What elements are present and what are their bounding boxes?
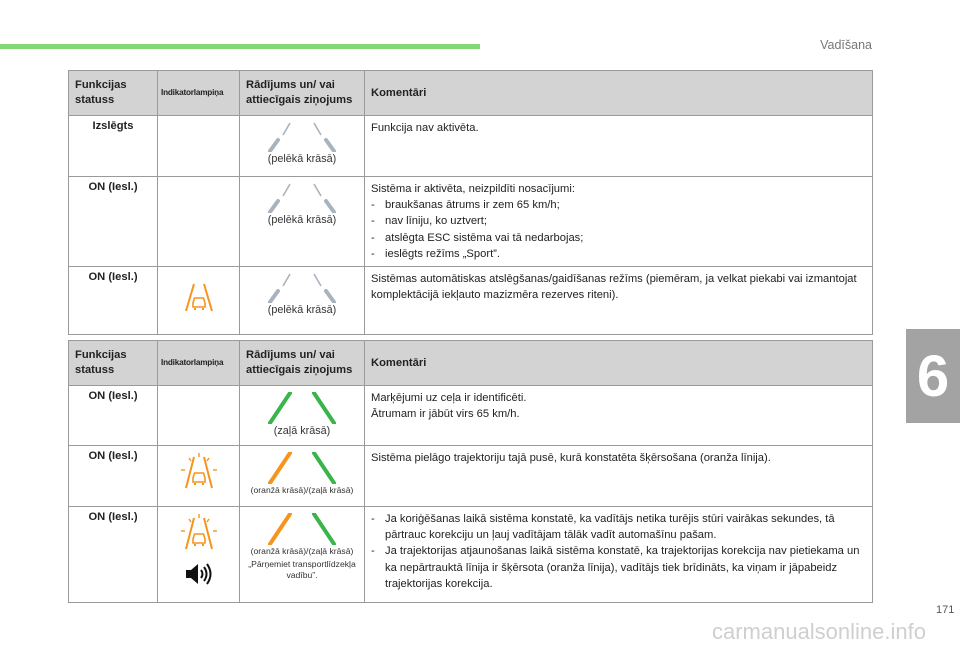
list-item: - Ja koriģēšanas laikā sistēma konstatē, ka vadītājs netika turējis stūri vairākas sekundes, tā pārtrauc korekciju un ļauj vadītājam tālāk vadīt automašīnu pašam. — [371, 513, 835, 542]
watermark: carmanualsonline.info — [711, 619, 926, 644]
display-caption: (pelēkā krāsā) — [267, 304, 337, 317]
chapter-tab: 6 — [906, 329, 960, 423]
header-status: Funkcijas statuss — [69, 341, 158, 386]
table-header-row — [69, 71, 873, 116]
lane-lines-green-icon — [257, 392, 347, 424]
comment-cell — [365, 177, 873, 267]
display-caption: (pelēkā krāsā) — [267, 214, 337, 226]
lane-correction-icon — [177, 513, 221, 553]
table-header-row — [69, 341, 873, 386]
comment-line: Sistēmas automātiskas atslēgšanas/gaidīšanas režīms (piemēram, ja velkat piekabi vai izmantojat komplektācijā iekļauto mazizmēra rezerves riteni). — [371, 273, 857, 302]
indicator-cell — [158, 267, 240, 335]
table-row — [69, 507, 873, 603]
lane-correction-icon — [177, 452, 221, 492]
status-table-1 — [68, 70, 873, 335]
lane-lines-orange-green-icon — [257, 452, 347, 484]
comment-cell — [365, 267, 873, 335]
indicator-cell — [158, 386, 240, 446]
comment-line: Ātrumam ir jābūt virs 65 km/h. — [371, 408, 520, 421]
status-cell: ON (Iesl.) — [69, 446, 158, 507]
top-accent-bar — [0, 44, 480, 49]
header-status: Funkcijas statuss — [69, 71, 158, 116]
comment-line: Sistēma pielāgo trajektoriju tajā pusē, kurā konstatēta šķērsošana (oranža līnija). — [371, 452, 771, 464]
status-cell: Izslēgts — [69, 116, 158, 177]
speaker-icon — [184, 561, 214, 587]
comment-cell — [365, 386, 873, 446]
list-item: - braukšanas ātrums ir zem 65 km/h; — [371, 199, 560, 212]
display-cell — [240, 267, 365, 335]
section-title: Vadīšana — [820, 38, 872, 52]
header-indicator: Indikatorlampiņa — [158, 71, 240, 116]
display-cell — [240, 177, 365, 267]
header-comment: Komentāri — [365, 341, 873, 386]
display-caption: (zaļā krāsā) — [273, 425, 331, 437]
status-cell: ON (Iesl.) — [69, 177, 158, 267]
display-cell — [240, 446, 365, 507]
display-caption: (oranžā krāsā)/(zaļā krāsā) — [250, 546, 354, 556]
indicator-cell — [158, 507, 240, 603]
list-item: - Ja trajektorijas atjaunošanas laikā sistēma konstatē, ka trajektorijas korekcija nav pietiekama un ka nepārtrauktā līnija ir šķērsota (oranža līnija), vadītājs tiek brīdināts, ka viņam ir jāpabeidz trajektorijas korekcija. — [371, 545, 860, 590]
lane-lines-gray-icon — [257, 183, 347, 213]
indicator-cell — [158, 116, 240, 177]
comment-line: Marķējumi uz ceļa ir identificēti. — [371, 392, 527, 404]
list-item: - atslēgta ESC sistēma vai tā nedarbojas; — [371, 231, 584, 244]
display-cell — [240, 116, 365, 177]
table-row — [69, 116, 873, 177]
status-cell: ON (Iesl.) — [69, 507, 158, 603]
lane-lines-orange-green-icon — [257, 513, 347, 545]
lane-lines-gray-icon — [257, 122, 347, 152]
status-cell: ON (Iesl.) — [69, 386, 158, 446]
header-indicator: Indikatorlampiņa — [158, 341, 240, 386]
display-cell — [240, 386, 365, 446]
status-table-2 — [68, 340, 873, 603]
list-item: - nav līniju, ko uztvert; — [371, 215, 487, 228]
table-row — [69, 386, 873, 446]
comment-line: Sistēma ir aktivēta, neizpildīti nosacījumi: — [371, 183, 575, 195]
list-item: - ieslēgts režīms „Sport”. — [371, 247, 501, 260]
display-caption: (pelēkā krāsā) — [267, 153, 337, 165]
display-cell — [240, 507, 365, 603]
indicator-cell — [158, 177, 240, 267]
table-row — [69, 267, 873, 335]
lane-assist-warning-icon — [182, 281, 216, 315]
page-number: 171 — [936, 604, 955, 616]
header-display: Rādījums un/ vai attiecīgais ziņojums — [240, 71, 365, 116]
comment-cell — [365, 507, 873, 603]
header-comment: Komentāri — [365, 71, 873, 116]
header-display: Rādījums un/ vai attiecīgais ziņojums — [240, 341, 365, 386]
lane-lines-gray-icon — [257, 273, 347, 303]
table-row — [69, 177, 873, 267]
comment-line: Funkcija nav aktivēta. — [371, 122, 479, 134]
comment-cell — [365, 116, 873, 177]
table-row — [69, 446, 873, 507]
indicator-cell — [158, 446, 240, 507]
display-caption: (oranžā krāsā)/(zaļā krāsā) — [250, 485, 354, 495]
display-message: „Pārņemiet transportlīdzekļa vadību”. — [248, 558, 356, 581]
status-cell: ON (Iesl.) — [69, 267, 158, 335]
comment-cell — [365, 446, 873, 507]
